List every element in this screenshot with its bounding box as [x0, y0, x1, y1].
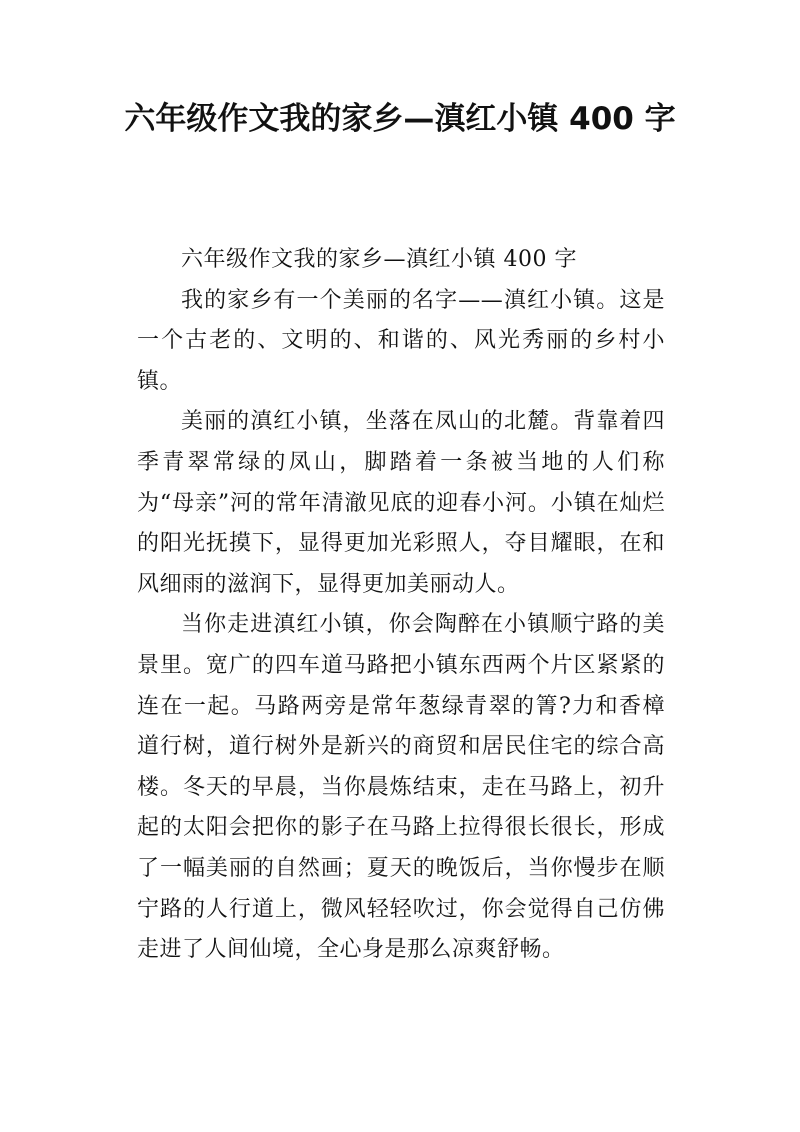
document-body	[137, 240, 665, 971]
document-title: 六年级作文我的家乡—滇红小镇 400 字	[124, 101, 676, 137]
paragraph-location: 美丽的滇红小镇，坐落在凤山的北麓。背靠着四季青翠常绿的凤山，脚踏着一条被当地的人们称为“母亲”河的常年清澈见底的迎春小河。小镇在灿烂的阳光抚摸下，显得更加光彩照人，夺目耀眼，在和风细雨的滋润下，显得更加美丽动人。	[137, 409, 665, 597]
paragraph-intro: 我的家乡有一个美丽的名字——滇红小镇。这是一个古老的、文明的、和谐的、风光秀丽的乡村小镇。	[137, 287, 665, 394]
paragraph-road-scenery: 当你走进滇红小镇，你会陶醉在小镇顺宁路的美景里。宽广的四车道马路把小镇东西两个片区紧紧的连在一起。马路两旁是常年葱绿青翠的箐?力和香樟道行树，道行树外是新兴的商贸和居民住宅的综合高楼。冬天的早晨，当你晨炼结束，走在马路上，初升起的太阳会把你的影子在马路上拉得很长很长，形成了一幅美丽的自然画；夏天的晚饭后，当你慢步在顺宁路的人行道上，微风轻轻吹过，你会觉得自己仿佛走进了人间仙境，全心身是那么凉爽舒畅。	[137, 612, 665, 963]
paragraph-heading-repeat: 六年级作文我的家乡—滇红小镇 400 字	[181, 247, 577, 272]
